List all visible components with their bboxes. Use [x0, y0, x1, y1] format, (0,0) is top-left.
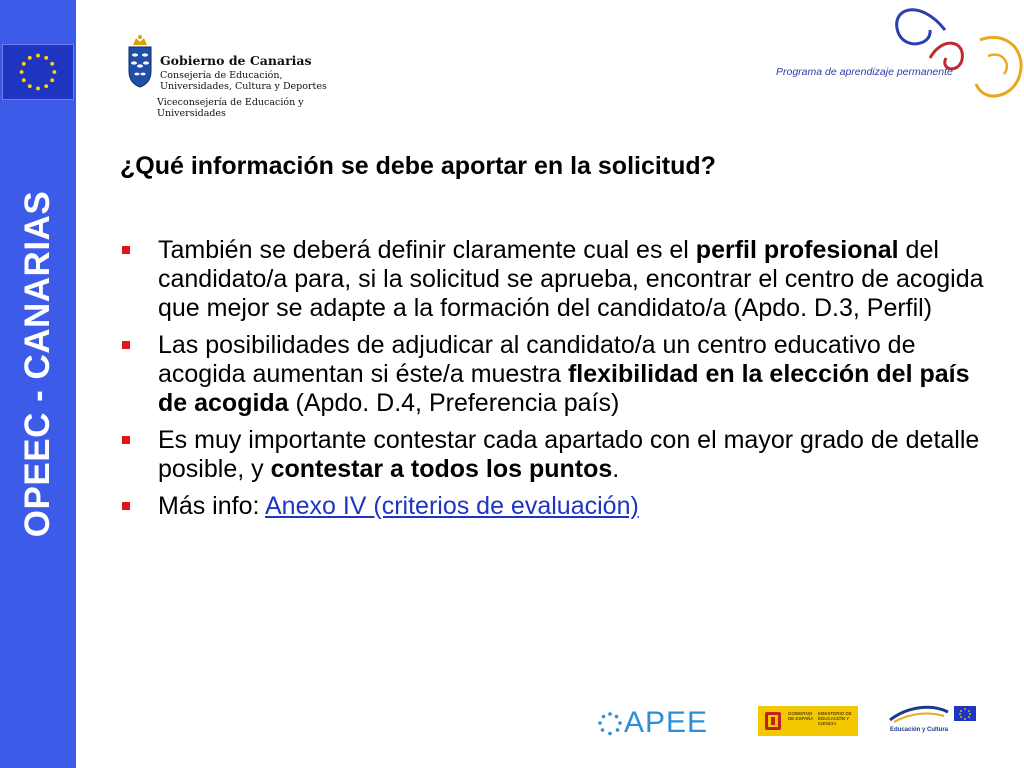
bullet-text: También se deberá definir claramente cual es el [158, 236, 696, 264]
anexo-iv-link[interactable]: Anexo IV (criterios de evaluación) [265, 492, 639, 520]
bullet-square-icon [122, 436, 130, 444]
bullet-list [118, 236, 998, 529]
ministerio-text: MINISTERIO DE EDUCACIÓN Y CIENCIA [818, 711, 852, 726]
spain-crest-icon [761, 709, 785, 733]
page-title: ¿Qué información se debe aportar en la solicitud? [120, 152, 716, 180]
educacion-cultura-logo [888, 700, 978, 740]
apee-logo [596, 704, 720, 740]
sidebar-title: OPEEC - CANARIAS [18, 190, 57, 538]
educacion-cultura-icon [888, 700, 978, 726]
program-swirl-icon [770, 0, 1024, 110]
list-item [118, 331, 998, 418]
apee-label: APEE [624, 706, 709, 739]
ministerio-educacion-logo [758, 706, 858, 736]
educacion-cultura-label: Educación y Cultura [890, 727, 949, 733]
bullet-bold-text: contestar a todos los puntos [270, 455, 613, 483]
list-item [118, 492, 998, 521]
viceconsejeria-name: Viceconsejería de Educación y Universidades [157, 97, 304, 119]
bullet-square-icon [122, 502, 130, 510]
bullet-square-icon [122, 341, 130, 349]
bullet-text: (Apdo. D.4, Preferencia país) [288, 389, 620, 417]
list-item [118, 426, 998, 484]
gobierno-espana-text: GOBIERNO DE ESPAÑA [788, 711, 814, 721]
program-name: Programa de aprendizaje permanente [776, 66, 953, 78]
eu-flag-icon [2, 44, 74, 100]
sidebar [0, 0, 76, 768]
bullet-bold-text: flexibilidad en la elección del país de acogida [158, 360, 970, 417]
bullet-square-icon [122, 246, 130, 254]
bullet-text: Es muy importante contestar cada apartado con el mayor grado de detalle posible, y [158, 426, 980, 483]
bullet-bold-text: perfil profesional [695, 236, 899, 264]
gobierno-canarias-logo [124, 33, 344, 125]
bullet-text: Más info: [158, 492, 265, 520]
canarias-crest-icon [124, 33, 156, 89]
bullet-text: . [612, 455, 620, 483]
bullet-text: Las posibilidades de adjudicar al candidato/a un centro educativo de acogida aumentan si éste/a muestra [158, 331, 916, 388]
consejeria-name: Consejería de Educación, Universidades, Cultura y Deportes [160, 70, 327, 92]
bullet-text: del candidato/a para, si la solicitud se aprueba, encontrar el centro de acogida que mejor se adapte a la formación del candidato/a (Apdo. D.3, Perfil) [158, 236, 984, 322]
programa-aprendizaje-logo [770, 0, 1024, 110]
list-item [118, 236, 998, 323]
apee-dots-icon [596, 710, 624, 738]
gobierno-name: Gobierno de Canarias [160, 53, 312, 68]
